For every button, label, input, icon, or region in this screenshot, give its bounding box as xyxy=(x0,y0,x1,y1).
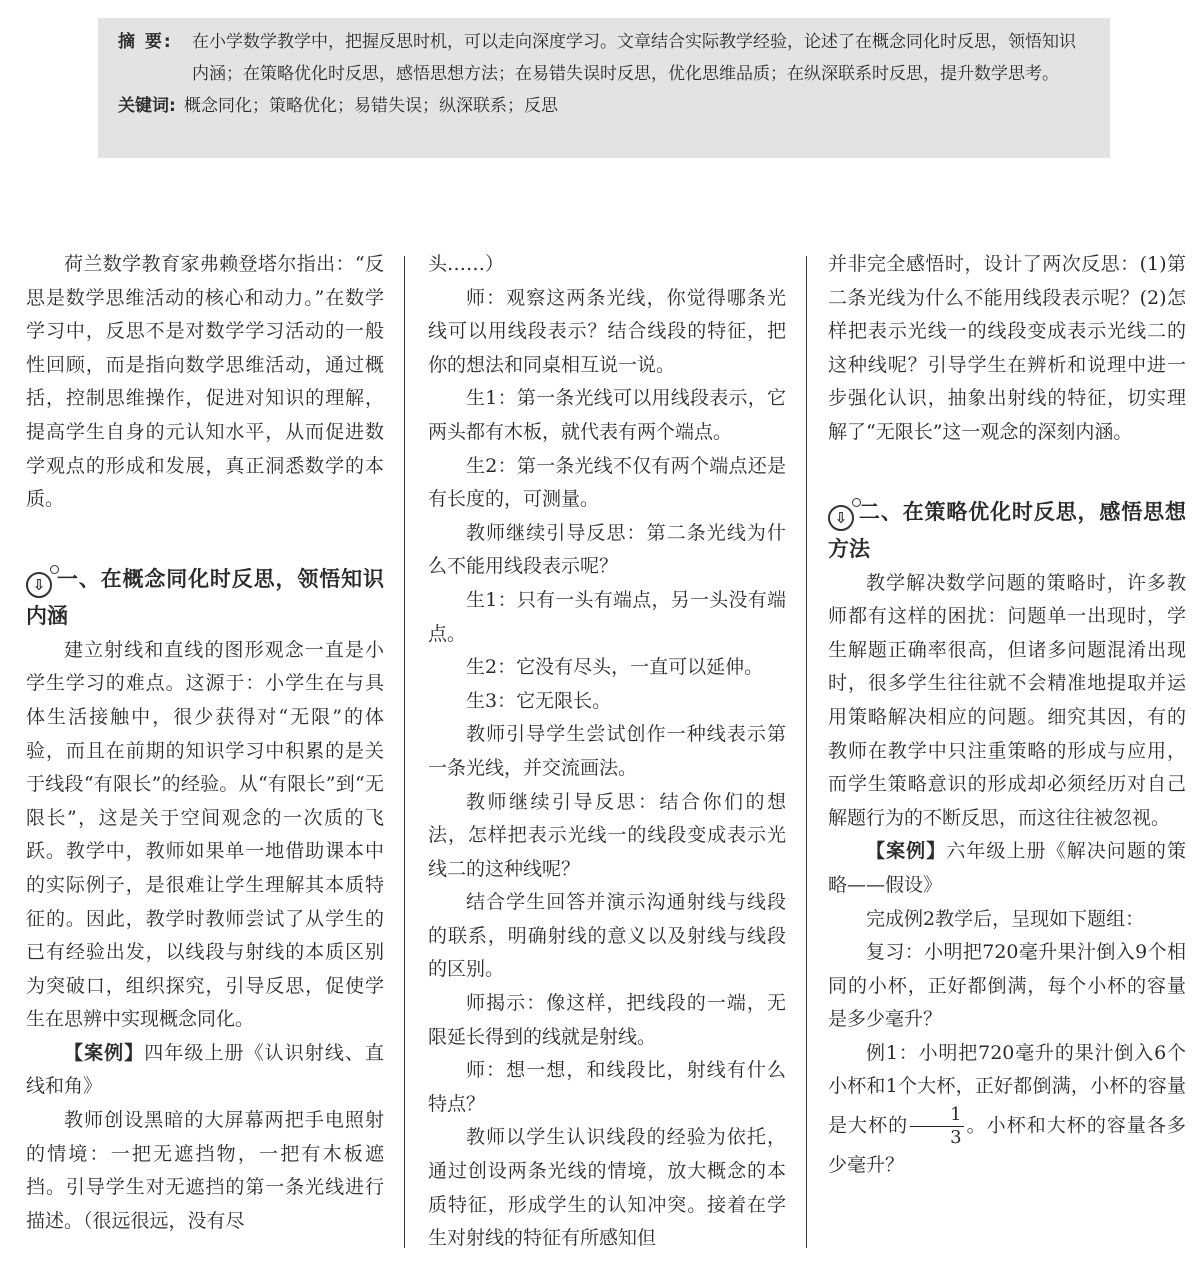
column-2 xyxy=(428,248,786,1256)
fraction-numerator: 1 xyxy=(910,1104,963,1127)
down-arrow-icon: ⇩ xyxy=(828,505,854,531)
section-heading-1 xyxy=(26,561,384,634)
abstract xyxy=(118,26,1090,90)
section-heading-text: 二、在策略优化时反思，感悟思想方法 xyxy=(828,499,1186,561)
paragraph: 生1：第一条光线可以用线段表示，它两头都有木板，就代表有两个端点。 xyxy=(428,387,786,443)
case-paragraph xyxy=(828,835,1186,902)
paragraph: 结合学生回答并演示沟通射线与线段的联系，明确射线的意义以及射线与线段的区别。 xyxy=(428,891,786,981)
keywords xyxy=(118,90,1090,122)
abstract-label: 摘 要: xyxy=(118,32,173,52)
paragraph: 头……） xyxy=(428,253,505,275)
paragraph: 教师创设黑暗的大屏幕两把手电照射的情境：一把无遮挡物，一把有木板遮挡。引导学生对无遮挡的第一条光线进行描述。（很远很远，没有尽 xyxy=(26,1109,384,1232)
case-title: 六年级上册《解决问题的策略——假设》 xyxy=(828,840,1186,896)
paragraph: 生1：只有一头有端点，另一头没有端点。 xyxy=(428,588,786,645)
paragraph: 教师继续引导反思：第二条光线为什么不能用线段表示呢？ xyxy=(428,521,786,578)
section-heading-text: 一、在概念同化时反思，领悟知识内涵 xyxy=(26,566,384,628)
fraction xyxy=(910,1104,963,1149)
paragraph: 并非完全感悟时，设计了两次反思：(1)第二条光线为什么不能用线段表示呢？(2)怎样把表示光线一的线段变成表示光线二的这种线呢？引导学生在辨析和说理中进一步强化认识，抽象出射线的特征，切实理解了“无限长”这一观念的深刻内涵。 xyxy=(828,253,1186,443)
paragraph: 完成例2教学后，呈现如下题组： xyxy=(866,907,1145,930)
paragraph: 教学解决数学问题的策略时，许多教师都有这样的困扰：问题单一出现时，学生解题正确率很高，但诸多问题混淆出现时，很多学生往往就不会精准地提取并运用策略解决相应的问题。细究其因，有的教师在教学中只注重策略的形成与应用，而学生策略意识的形成却必须经历对自己解题行为的不断反思，而这往往被忽视。 xyxy=(828,571,1186,829)
paragraph: 师揭示：像这样，把线段的一端，无限延长得到的线就是射线。 xyxy=(428,992,786,1048)
case-label: 【案例】 xyxy=(866,840,947,863)
case-title: 四年级上册《认识射线、直线和角》 xyxy=(26,1041,384,1098)
keywords-label: 关键词: xyxy=(118,96,176,116)
paragraph: 生2：第一条光线不仅有两个端点还是有长度的，可测量。 xyxy=(428,454,786,511)
case-label: 【案例】 xyxy=(64,1041,145,1064)
abstract-text: 在小学数学教学中，把握反思时机，可以走向深度学习。文章结合实际教学经验，论述了在概念同化时反思，领悟知识内涵；在策略优化时反思，感悟思想方法；在易错失误时反思，优化思维品质；在纵深联系时反思，提升数学思考。 xyxy=(192,32,1076,84)
keywords-text: 概念同化；策略优化；易错失误；纵深联系；反思 xyxy=(184,96,558,116)
paragraph: 生3：它无限长。 xyxy=(466,689,612,712)
paragraph: 教师以学生认识线段的经验为依托，通过创设两条光线的情境，放大概念的本质特征，形成学生的认知冲突。接着在学生对射线的特征有所感知但 xyxy=(428,1126,786,1250)
paragraph: 师：想一想，和线段比，射线有什么特点？ xyxy=(428,1059,786,1115)
paragraph: 复习：小明把720毫升果汁倒入9个相同的小杯，正好都倒满，每个小杯的容量是多少毫升？ xyxy=(828,941,1186,1031)
fraction-denominator: 3 xyxy=(950,1127,962,1149)
section-heading-2 xyxy=(828,494,1186,567)
column-3 xyxy=(828,248,1186,1183)
paragraph: 生2：它没有尽头，一直可以延伸。 xyxy=(466,656,764,679)
paragraph: 教师引导学生尝试创作一种线表示第一条光线，并交流画法。 xyxy=(428,723,786,779)
example-text: 。小杯和大杯的容量各多少毫升？ xyxy=(828,1114,1186,1177)
column-divider xyxy=(404,256,405,1248)
down-arrow-icon: ⇩ xyxy=(26,572,52,598)
paragraph: 教师继续引导反思：结合你们的想法，怎样把表示光线一的线段变成表示光线二的这种线呢？ xyxy=(428,790,786,880)
paragraph xyxy=(828,1037,1186,1183)
column-1 xyxy=(26,248,384,1238)
abstract-box xyxy=(98,18,1110,158)
column-divider xyxy=(806,256,807,1248)
paragraph: 荷兰数学教育家弗赖登塔尔指出：“反思是数学思维活动的核心和动力。”在数学学习中，反思不是对数学学习活动的一般性回顾，而是指向数学思维活动，通过概括，控制思维操作，促进对知识的理解，提高学生自身的元认知水平，从而促进数学观点的形成和发展，真正洞悉数学的本质。 xyxy=(26,253,384,511)
paragraph: 师：观察这两条光线，你觉得哪条光线可以用线段表示？结合线段的特征，把你的想法和同桌相互说一说。 xyxy=(428,286,786,376)
paragraph: 建立射线和直线的图形观念一直是小学生学习的难点。这源于：小学生在与具体生活接触中，很少获得对“无限”的体验，而且在前期的知识学习中积累的是关于线段“有限长”的经验。从“有限长”到“无限长”，这是关于空间观念的一次质的飞跃。教学中，教师如果单一地借助课本中的实际例子，是很难让学生理解其本质特征的。因此，教学时教师尝试了从学生的已有经验出发，以线段与射线的本质区别为突破口，组织探究，引导反思，促使学生在思辨中实现概念同化。 xyxy=(26,638,384,1031)
case-paragraph xyxy=(26,1037,384,1104)
example-text: 例1：小明把720毫升的果汁倒入6个小杯和1个大杯，正好都倒满，小杯的容量是大杯的 xyxy=(828,1041,1186,1137)
